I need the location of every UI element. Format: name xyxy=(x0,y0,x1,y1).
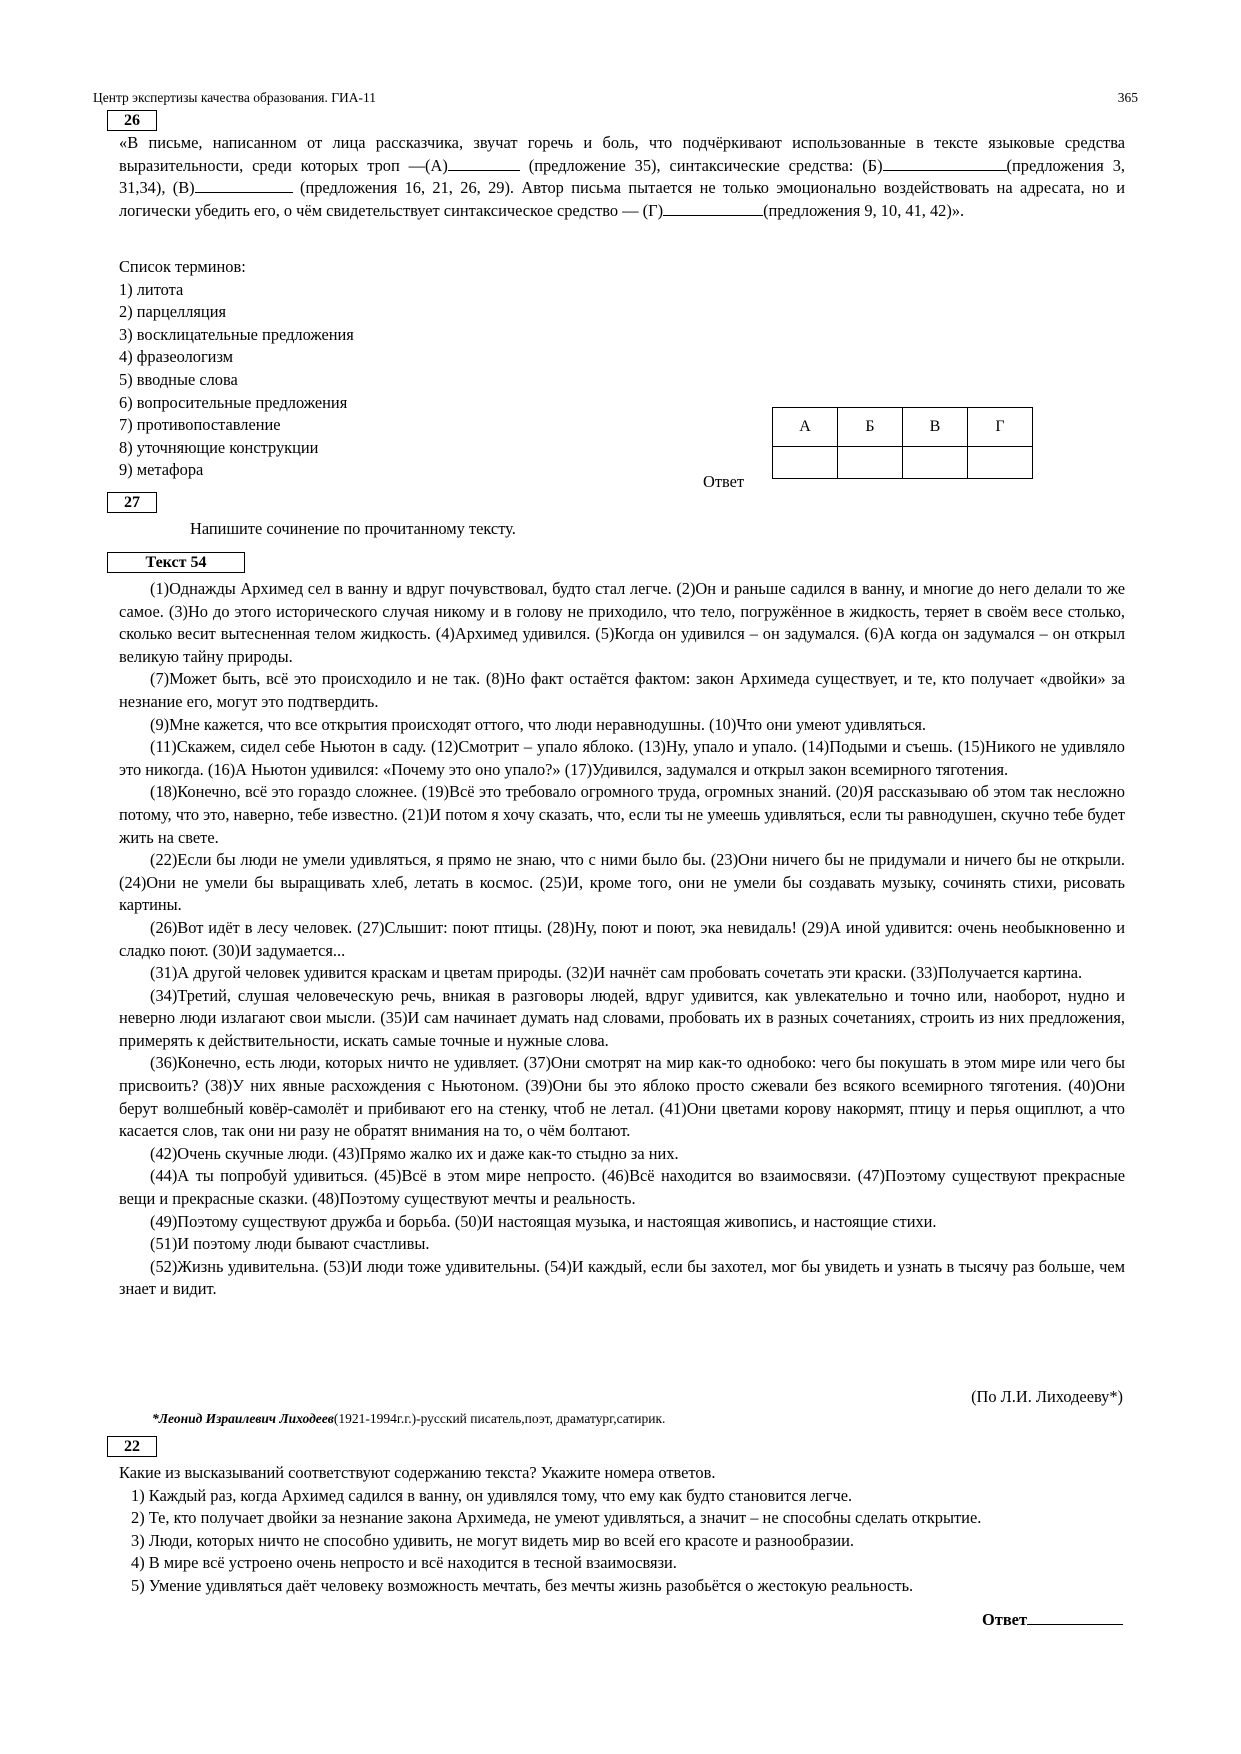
text-paragraph: (34)Третий, слушая человеческую речь, вникая в разговоры людей, вдруг удивится, как увлекательно и точно или, наоборот, нудно и неверно люди излагают свои мысли. (35)И сам начинает думать над словами, пробовать их в разных сочетаниях, строить из них предложения, примерять к действительности, искать самые точные и нужные слова. xyxy=(119,985,1125,1050)
text-paragraph: (52)Жизнь удивительна. (53)И люди тоже удивительны. (54)И каждый, если бы захотел, мог бы увидеть и узнать в тысячу раз больше, чем знает и видит. xyxy=(119,1256,1125,1299)
text-paragraph: (31)А другой человек удивится краскам и цветам природы. (32)И начнёт сам пробовать сочетать эти краски. (33)Получается картина. xyxy=(150,963,1083,983)
text-paragraph: (49)Поэтому существуют дружба и борьба. (50)И настоящая музыка, и настоящая живопись, и настоящие стихи. xyxy=(150,1211,937,1231)
list-item: 3) восклицательные предложения xyxy=(119,324,354,344)
answer-header-v: В xyxy=(903,408,968,447)
task-26-text: «В письме, написанном от лица рассказчика, звучат горечь и боль, что подчёркивают использованные в тексте языковые средства выразительности, среди которых троп —(А) (предложение 35), синтаксические средства: (Б) (предложения 3, 31,34), (В) (предложения 16, 21, 26, 29). Автор письма пытается не только эмоционально воздействовать на адресата, но и логически убедить его, о чём свидетельствует синтаксическое средство — (Г) (предложения 9, 10, 41, 42)». xyxy=(119,133,1125,220)
list-item: 1) Каждый раз, когда Архимед садился в ванну, он удивлялся тому, что ему как будто становится легче. xyxy=(131,1485,853,1505)
text-paragraph: (11)Скажем, сидел себе Ньютон в саду. (12)Смотрит – упало яблоко. (13)Ну, упало и упало. (14)Подыми и съешь. (15)Никого не удивляло это никогда. (16)А Ньютон удивился: «Почему это оно упало?» (17)Удивился, задумался и открыл закон всемирного тяготения. xyxy=(119,737,1125,779)
text-paragraph: (42)Очень скучные люди. (43)Прямо жалко их и даже как-то стыдно за них. xyxy=(150,1143,679,1163)
task-22-body xyxy=(119,1462,1125,1598)
list-item: 1) литота xyxy=(119,279,184,299)
list-item: 9) метафора xyxy=(119,460,204,480)
task-22-number: 22 xyxy=(107,1436,157,1457)
list-item: 3) Люди, которых ничто не способно удивить, не могут видеть мир во всей его красоте и разнообразии. xyxy=(131,1530,855,1550)
list-item: 2) парцелляция xyxy=(119,302,227,322)
footnote xyxy=(152,1411,665,1427)
answer-cell-a[interactable] xyxy=(773,447,838,479)
footnote-details: (1921-1994г.г.)-русский писатель,поэт, драматург,сатирик. xyxy=(333,1411,666,1426)
task-27-number: 27 xyxy=(107,492,157,513)
answer-label: Ответ xyxy=(703,472,745,491)
list-item: 2) Те, кто получает двойки за незнание закона Архимеда, не умеют удивляться, а значит – не способны сделать открытие. xyxy=(131,1508,982,1528)
answer-header-b: Б xyxy=(838,408,903,447)
page-header xyxy=(93,90,1138,106)
answer-cell-g[interactable] xyxy=(968,447,1033,479)
list-item: 4) В мире всё устроено очень непросто и всё находится в тесной взаимосвязи. xyxy=(131,1553,677,1573)
text-paragraph: (7)Может быть, всё это происходило и не так. (8)Но факт остаётся фактом: закон Архимеда существует, и те, кто получает «двойки» за незнание его, могут это подтвердить. xyxy=(119,669,1125,711)
list-item: 5) Умение удивляться даёт человеку возможность мечтать, без мечты жизнь разобьётся о жестокую реальность. xyxy=(131,1575,914,1595)
text-paragraph: (36)Конечно, есть люди, которых ничто не удивляет. (37)Они смотрят на мир как-то однобоко: чего бы покушать в этом мире или чего бы присвоить? (38)У них явные расхождения с Ньютоном. (39)Они бы это яблоко просто сжевали без всякого всемирного тяготения. (40)Они берут волшебный ковёр-самолёт и прибивают его на стенку, чтоб не летал. (41)Они цветами корову накормят, птицу и перья ощиплют, а что касается слов, так они ни разу не обратят внимания на то, о чём болтают. xyxy=(119,1053,1125,1141)
answer-header-a: А xyxy=(773,408,838,447)
list-item: 5) вводные слова xyxy=(119,369,238,389)
text-paragraph: (1)Однажды Архимед сел в ванну и вдруг почувствовал, будто стал легче. (2)Он и раньше садился в ванну, и многие до него делали то же самое. (3)Но до этого исторического случая никому и в голову не приходило, что тело, погружённое в жидкость, теряет в своём весе столько, сколько весит вытесненная телом жидкость. (4)Архимед удивился. (5)Когда он удивился – он задумался. (6)А когда он задумался – он открыл великую тайну природы. xyxy=(119,579,1125,666)
answer-table xyxy=(772,407,1033,479)
answer-cell-v[interactable] xyxy=(903,447,968,479)
text-paragraph: (22)Если бы люди не умели удивляться, я прямо не знаю, что с ними было бы. (23)Они ничего бы не придумали и ничего бы не открыли. (24)Они не умели бы выращивать хлеб, летать в космос. (25)И, кроме того, они не умели бы создавать музыку, сочинять стихи, рисовать картины. xyxy=(119,850,1125,915)
footnote-author: *Леонид Израилевич Лиходеев xyxy=(152,1411,334,1426)
list-item: 7) противопоставление xyxy=(119,415,281,435)
task-26-number: 26 xyxy=(107,110,157,131)
text-body xyxy=(119,578,1125,1301)
text-source: (По Л.И. Лиходееву*) xyxy=(971,1387,1123,1406)
task-22-answer xyxy=(982,1610,1123,1630)
header-title: Центр экспертизы качества образования. ГИА-11 xyxy=(93,90,376,105)
terms-list xyxy=(119,256,354,482)
text-paragraph: (26)Вот идёт в лесу человек. (27)Слышит: поют птицы. (28)Ну, поют и поют, эка невидаль! (29)А иной удивится: очень необыкновенно и сладко поют. (30)И задумается... xyxy=(119,917,1125,960)
task-27-text: Напишите сочинение по прочитанному тексту. xyxy=(190,519,516,538)
text-paragraph: (51)И поэтому люди бывают счастливы. xyxy=(150,1234,430,1254)
text-label: Текст 54 xyxy=(107,552,245,573)
text-paragraph: (18)Конечно, всё это гораздо сложнее. (19)Всё это требовало огромного труда, огромных знаний. (20)Я рассказываю об этом так несложно потому, что это, наверно, тебе известно. (21)И потом я хочу сказать, что, если ты не умеешь удивляться, если ты равнодушен, скучно тебе будет жить на свете. xyxy=(119,782,1125,847)
text-paragraph: (9)Мне кажется, что все открытия происходят оттого, что люди неравнодушны. (10)Что они умеют удивляться. xyxy=(150,714,927,734)
task-22-answer-label: Ответ xyxy=(982,1610,1027,1629)
answer-header-g: Г xyxy=(968,408,1033,447)
answer-cell-b[interactable] xyxy=(838,447,903,479)
page-number: 365 xyxy=(1117,90,1138,105)
task-22-question: Какие из высказываний соответствуют содержанию текста? Укажите номера ответов. xyxy=(119,1463,716,1482)
list-item: 4) фразеологизм xyxy=(119,347,234,367)
list-item: 8) уточняющие конструкции xyxy=(119,437,319,457)
terms-list-title: Список терминов: xyxy=(119,257,246,276)
list-item: 6) вопросительные предложения xyxy=(119,392,348,412)
task-22-answer-line[interactable] xyxy=(1027,1610,1123,1625)
text-paragraph: (44)А ты попробуй удивиться. (45)Всё в этом мире непросто. (46)Всё находится во взаимосвязи. (47)Поэтому существуют прекрасные вещи и прекрасные сказки. (48)Поэтому существуют мечты и реальность. xyxy=(119,1166,1125,1209)
